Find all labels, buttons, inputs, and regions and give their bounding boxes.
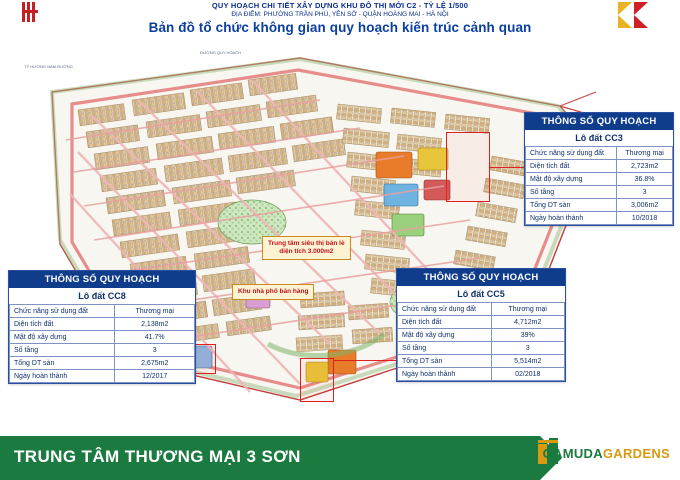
row-key: Số tầng <box>526 186 617 199</box>
row-value: 3 <box>617 186 673 199</box>
svg-text:TỶ HƯỚNG NAM ĐƯỜNG: TỶ HƯỚNG NAM ĐƯỜNG <box>24 64 73 69</box>
brand-name-second: GARDENS <box>602 446 670 461</box>
info-panel-cc3 <box>524 112 674 226</box>
table-row <box>10 331 195 344</box>
table-row <box>398 342 565 355</box>
panel-table <box>525 146 673 225</box>
row-value: Thương mại <box>617 147 673 160</box>
panel-lot-label: Lô đất CC3 <box>525 130 673 146</box>
row-key: Chức năng sử dụng đất <box>10 305 115 318</box>
table-row <box>398 355 565 368</box>
table-row <box>10 370 195 383</box>
row-value: 2,675m2 <box>115 357 195 370</box>
row-value: Thương mại <box>115 305 195 318</box>
lot-cc5-highlight[interactable] <box>300 358 334 402</box>
panel-lot-label: Lô đất CC8 <box>9 288 195 304</box>
callout-line-1: Khu nhà phố bán hàng <box>238 288 309 295</box>
row-key: Ngày hoàn thành <box>398 368 492 381</box>
table-row <box>398 368 565 381</box>
row-key: Tổng DT sàn <box>526 199 617 212</box>
row-value: 10/2018 <box>617 212 673 225</box>
panel-table <box>9 304 195 383</box>
row-key: Số tầng <box>398 342 492 355</box>
row-key: Số tầng <box>10 344 115 357</box>
page-title: Bản đồ tổ chức không gian quy hoạch kiến trúc cảnh quan <box>148 20 532 35</box>
table-row <box>10 344 195 357</box>
row-key: Chức năng sử dụng đất <box>398 303 492 316</box>
row-key: Diện tích đất <box>10 318 115 331</box>
row-value: 2,723m2 <box>617 160 673 173</box>
table-row <box>526 199 673 212</box>
table-row <box>526 186 673 199</box>
panel-table <box>397 302 565 381</box>
brand-wordmark <box>543 445 670 463</box>
table-row <box>10 318 195 331</box>
footer-title: TRUNG TÂM THƯƠNG MẠI 3 SƠN <box>14 447 301 466</box>
row-value: 39% <box>491 329 564 342</box>
document-footer <box>0 436 680 480</box>
row-key: Tổng DT sàn <box>10 357 115 370</box>
row-key: Mật độ xây dựng <box>10 331 115 344</box>
callout-khu-nha-pho-ban-hang <box>232 284 314 300</box>
info-panel-cc8 <box>8 270 196 384</box>
row-key: Diện tích đất <box>398 316 492 329</box>
row-key: Mật độ xây dựng <box>526 173 617 186</box>
callout-line-1: Trung tâm siêu thị bán lẻ <box>268 240 345 247</box>
panel-title: THÔNG SỐ QUY HOẠCH <box>9 271 195 288</box>
svg-text:ĐƯỜNG QUY HOẠCH: ĐƯỜNG QUY HOẠCH <box>200 50 241 55</box>
row-value: 3 <box>491 342 564 355</box>
flag-ribbon-icon <box>618 2 652 28</box>
row-value: 41.7% <box>115 331 195 344</box>
document-header <box>0 0 680 44</box>
row-value: 36.8% <box>617 173 673 186</box>
row-key: Mật độ xây dựng <box>398 329 492 342</box>
panel-title: THÔNG SỐ QUY HOẠCH <box>397 269 565 286</box>
table-row <box>398 316 565 329</box>
row-value: 4,712m2 <box>491 316 564 329</box>
panel-lot-label: Lô đất CC5 <box>397 286 565 302</box>
leader-line-cc5 <box>334 360 398 361</box>
row-value: Thương mại <box>491 303 564 316</box>
callout-line-2: diện tích 3.000m2 <box>279 248 334 256</box>
callout-trung-tam-sieu-thi <box>262 236 351 260</box>
row-value: 5,514m2 <box>491 355 564 368</box>
row-value: 3 <box>115 344 195 357</box>
lot-cc3-highlight[interactable] <box>446 132 490 202</box>
table-row <box>10 305 195 318</box>
info-panel-cc5 <box>396 268 566 382</box>
table-row <box>526 212 673 225</box>
table-row <box>526 160 673 173</box>
plan-subtitle-line1: QUY HOẠCH CHI TIẾT XÂY DỰNG KHU ĐÔ THỊ MỚI C2 - TỶ LỆ 1/500 <box>211 1 469 10</box>
panel-title: THÔNG SỐ QUY HOẠCH <box>525 113 673 130</box>
row-value: 3,006m2 <box>617 199 673 212</box>
plan-subtitle-line2: ĐỊA ĐIỂM: PHƯỜNG TRẦN PHÚ, YÊN SỞ - QUẬN HOÀNG MAI - HÀ NỘI <box>231 11 449 18</box>
table-row <box>526 147 673 160</box>
row-value: 2,138m2 <box>115 318 195 331</box>
row-key: Tổng DT sàn <box>398 355 492 368</box>
table-row <box>398 329 565 342</box>
table-row <box>398 303 565 316</box>
row-key: Diện tích đất <box>526 160 617 173</box>
row-key: Ngày hoàn thành <box>526 212 617 225</box>
row-key: Chức năng sử dụng đất <box>526 147 617 160</box>
row-value: 02/2018 <box>491 368 564 381</box>
brand-name-first: GAMUDA <box>542 446 603 461</box>
row-value: 12/2017 <box>115 370 195 383</box>
row-key: Ngày hoàn thành <box>10 370 115 383</box>
table-row <box>526 173 673 186</box>
table-row <box>10 357 195 370</box>
